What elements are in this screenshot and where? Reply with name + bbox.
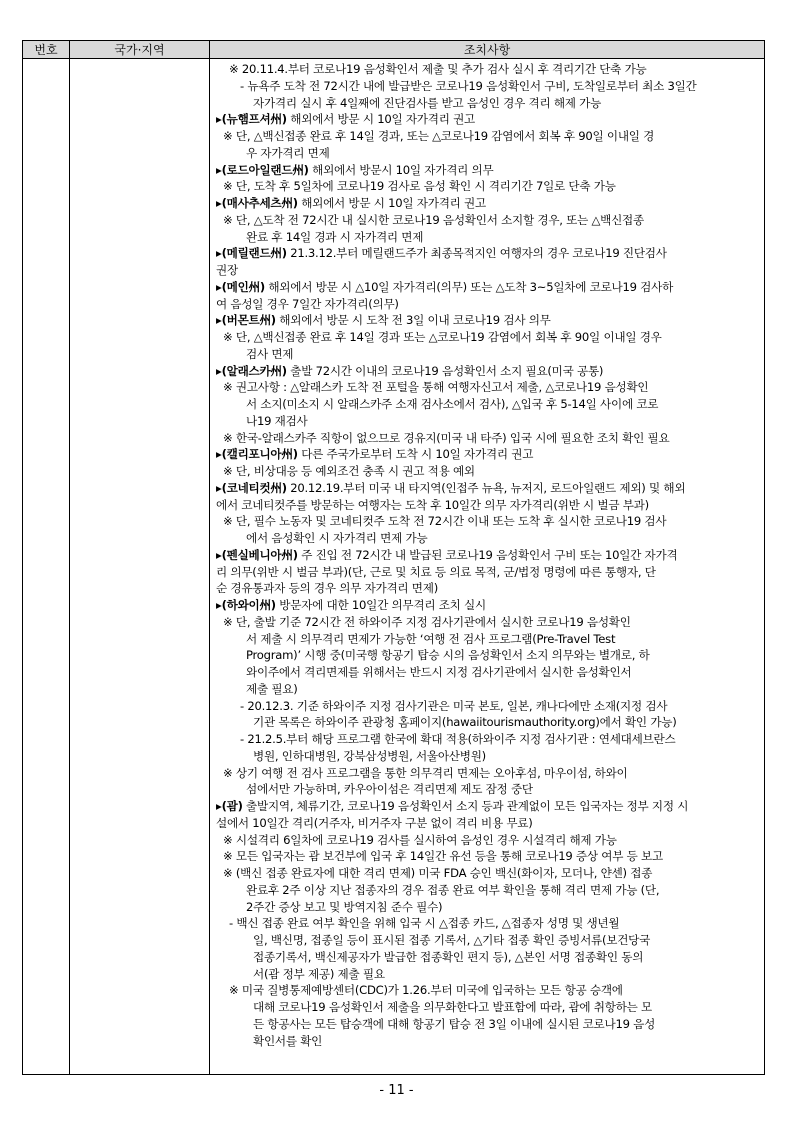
content-line [216,78,758,95]
content-line [216,212,758,229]
content-line [216,966,758,983]
content-line [216,279,758,296]
content-line [216,714,758,731]
line-text: ※ 20.11.4.부터 코로나19 음성확인서 제출 및 추가 검사 실시 후 격리기간 단축 가능 [229,62,647,76]
line-text: ※ 단, △도착 전 72시간 내 실시한 코로나19 음성확인서 소지할 경우, 또는 △백신접종 [223,212,644,227]
content-line [216,597,758,614]
line-text: ※ (백신 접종 완료자에 대한 격리 면제) 미국 FDA 승인 백신(화이자, 모더나, 얀센) 접종 [223,866,653,880]
content-line [216,631,758,648]
header-country-region: 국가·지역 [70,41,210,59]
content-line [216,982,758,999]
country-cell [70,59,210,1075]
line-text: Program)’ 시행 중(미국행 항공기 탑승 시의 음성확인서 소지 의무와는 별개로, 하 [246,648,650,663]
line-text: 에서 코네티컷주를 방문하는 여행자는 도착 후 10일간 의무 자가격리(위반 시 벌금 부과) [216,497,649,512]
line-text: ※ 단, △백신접종 완료 후 14일 경과, 또는 △코로나19 감염에서 회복 후 90일 이내일 경 [223,129,655,143]
line-text: 21.3.12.부터 메릴랜드주가 최종목적지인 여행자의 경우 코로나19 진단검사 [286,246,667,261]
content-line [216,111,758,128]
content-line [216,497,758,514]
content-line [216,195,758,212]
region-heading: ▸(버몬트州) [216,313,276,328]
content-line [216,396,758,413]
region-heading: ▸(알래스카州) [216,363,287,378]
content-line [216,580,758,597]
line-text: 해외에서 방문 시 △10일 자가격리(의무) 또는 △도착 3~5일차에 코로나19 검사하 [264,279,674,294]
line-text: 해외에서 방문 시 도착 전 3일 이내 코로나19 검사 의무 [275,313,551,328]
content-line [216,446,758,463]
line-text: 서(괌 정부 제공) 제출 필요 [253,966,385,981]
content-line [216,647,758,664]
line-text: 섬에서만 가능하며, 카우아이섬은 격리면제 제도 잠정 중단 [246,782,533,797]
line-text: 자가격리 실시 후 4일째에 진단검사를 받고 음성인 경우 격리 해제 가능 [253,95,602,110]
content-line [216,664,758,681]
number-cell [23,59,70,1075]
content-line [216,848,758,865]
content-line [216,363,758,380]
line-text: 확인서를 확인 [253,1033,323,1048]
line-text: 일, 백신명, 접종일 등이 표시된 접종 기록서, △기타 접종 확인 증빙서류(보건당국 [253,933,651,947]
line-text: 여 음성일 경우 7일간 자가격리(의무) [216,296,399,311]
header-number: 번호 [23,41,70,59]
content-line [216,547,758,564]
region-heading: ▸(메릴랜드州) [216,246,287,261]
line-text: 서 제출 시 의무격리 면제가 가능한 ‘여행 전 검사 프로그램(Pre-Travel Test [246,631,616,646]
content-line [216,865,758,882]
line-text: 우 자가격리 면제 [246,145,330,160]
line-text: 해외에서 방문 시 10일 자가격리 권고 [297,196,486,210]
measures-table [22,40,765,1075]
line-text: - 20.12.3. 기준 하와이주 지정 검사기관은 미국 본토, 일본, 캐나다에만 소재(지정 검사 [240,698,668,713]
table-header-row [23,41,765,59]
content-line [216,229,758,246]
line-text: 든 항공사는 모든 탑승객에 대해 항공기 탑승 전 3일 이내에 실시된 코로나19 음성 [253,1016,656,1031]
line-text: ※ 단, 비상대응 등 예외조건 충족 시 권고 적용 예외 [223,464,475,478]
content-line [216,932,758,949]
content-line [216,379,758,396]
header-measures: 조치사항 [210,41,765,59]
line-text: 에서 음성확인 시 자가격리 면제 가능 [246,531,428,545]
line-text: 다른 주국가로부터 도착 시 10일 자가격리 권고 [297,447,534,462]
region-heading: ▸(메인州) [216,279,265,294]
content-line [216,480,758,497]
region-heading: ▸(뉴햄프셔州) [216,112,287,127]
measures-cell [210,59,765,1075]
content-line [216,413,758,430]
content-line [216,312,758,329]
line-text: ※ 모든 입국자는 괌 보건부에 입국 후 14일간 유선 등을 통해 코로나19 증상 여부 등 보고 [223,849,663,864]
content-line [216,949,758,966]
content-line [216,999,758,1016]
content-line [216,162,758,179]
content-line [216,530,758,547]
content-line [216,815,758,832]
line-text: 제출 필요) [246,681,298,696]
line-text: 완료 후 14일 경과 시 자가격리 면제 [246,229,424,244]
content-line [216,296,758,313]
content-line [216,698,758,715]
line-text: 설에서 10일간 격리(거주자, 비거주자 구분 없이 격리 비용 무료) [216,815,533,830]
region-heading: ▸(캘리포니아州) [216,447,298,462]
line-text: ※ 권고사항 : △알래스카 도착 전 포털을 통해 여행자신고서 제출, △코로나19 음성확인 [223,380,649,395]
content-line [216,915,758,932]
line-text: 권장 [216,263,238,277]
content-line [216,346,758,363]
region-heading: ▸(로드아일랜드州) [216,162,309,177]
line-text: 와이주에서 격리면제를 위해서는 반드시 지정 검사기관에서 실시한 음성확인서 [246,665,632,679]
line-text: 방문자에 대한 10일간 의무격리 조치 실시 [275,598,486,612]
line-text: 출발 72시간 이내의 코로나19 음성확인서 소지 필요(미국 공통) [286,363,604,378]
region-heading: ▸(코네티컷州) [216,480,287,495]
line-text: 나19 재검사 [246,413,308,428]
content-line [216,463,758,480]
content-line [216,513,758,530]
line-text: ※ 미국 질병통제예방센터(CDC)가 1.26.부터 미국에 입국하는 모든 항공 승객에 [229,983,623,998]
region-heading: ▸(괌) [216,799,243,813]
line-text: 20.12.19.부터 미국 내 타지역(인접주 뉴욕, 뉴저지, 로드아일랜드 제외) 및 해외 [286,480,686,495]
content-line [216,832,758,849]
table-row [23,59,765,1075]
line-text: 서 소지(미소지 시 알래스카주 소재 검사소에서 검사), △입국 후 5-14일 사이에 코로 [246,397,659,411]
line-text: 해외에서 방문시 10일 자가격리 의무 [308,162,494,177]
content-line [216,245,758,262]
line-text: 출발지역, 체류기간, 코로나19 음성확인서 소지 등과 관계없이 모든 입국자는 정부 지정 시 [242,799,689,813]
region-heading: ▸(매사추세츠州) [216,196,298,210]
content-line [216,564,758,581]
line-text: 대해 코로나19 음성확인서 제출을 의무화한다고 발표함에 따라, 괌에 취항하는 모 [253,1000,652,1014]
content-line [216,61,758,78]
content-line [216,128,758,145]
line-text: ※ 단, 출발 기준 72시간 전 하와이주 지정 검사기관에서 실시한 코로나19 음성확인 [223,614,631,629]
region-heading: ▸(펜실베니아州) [216,547,298,562]
content-line [216,178,758,195]
content-line [216,329,758,346]
line-text: 접종기록서, 백신제공자가 발급한 접종확인 편지 등), △본인 서명 접종확인 동의 [253,949,644,964]
content-line [216,731,758,748]
line-text: 리 의무(위반 시 벌금 부과)(단, 근로 및 치료 등 의료 목적, 군/법정 명령에 따른 통행자, 단 [216,564,656,579]
line-text: 기관 목록은 하와이주 관광청 홈페이지(hawaiitourismauthority.org)에서 확인 가능) [253,715,677,730]
line-text: 검사 면제 [246,346,294,361]
content-line [216,1016,758,1033]
line-text: 병원, 인하대병원, 강북삼성병원, 서울아산병원) [253,748,486,763]
content-line [216,614,758,631]
content-line [216,798,758,815]
content-line [216,95,758,112]
content-line [216,1033,758,1050]
line-text: 2주간 증상 보고 및 방역지침 준수 필수) [246,899,443,914]
page-number: - 11 - [379,1083,414,1098]
line-text: ※ 시설격리 6일차에 코로나19 검사를 실시하여 음성인 경우 시설격리 해제 가능 [223,832,617,847]
line-text: - 21.2.5.부터 해당 프로그램 한국에 확대 적용(하와이주 지정 검사기관 : 연세대세브란스 [240,732,676,746]
content-line [216,765,758,782]
content-line [216,882,758,899]
line-text: ※ 한국-알래스카주 직항이 없으므로 경유지(미국 내 타주) 입국 시에 필요한 조치 확인 필요 [223,430,670,445]
line-text: - 뉴욕주 도착 전 72시간 내에 발급받은 코로나19 음성확인서 구비, 도착일로부터 최소 3일간 [240,78,697,93]
content-line [216,681,758,698]
line-text: 순 경유통과자 등의 경우 의무 자가격리 면제) [216,581,438,596]
line-text: 해외에서 방문 시 10일 자가격리 권고 [286,112,475,127]
content-line [216,430,758,447]
region-heading: ▸(하와이州) [216,598,276,612]
content-line [216,145,758,162]
line-text: ※ 단, △백신접종 완료 후 14일 경과 또는 △코로나19 감염에서 회복 후 90일 이내일 경우 [223,330,662,344]
content-line [216,262,758,279]
line-text: - 백신 접종 완료 여부 확인을 위해 입국 시 △접종 카드, △접종자 성명 및 생년월 [229,916,620,931]
line-text: ※ 단, 필수 노동자 및 코네티컷주 도착 전 72시간 이내 또는 도착 후 실시한 코로나19 검사 [223,514,667,529]
content-line [216,781,758,798]
line-text: ※ 상기 여행 전 검사 프로그램을 통한 의무격리 면제는 오아후섬, 마우이섬, 하와이 [223,765,628,780]
line-text: 완료후 2주 이상 지난 접종자의 경우 접종 완료 여부 확인을 통해 격리 면제 가능 (단, [246,882,660,897]
line-text: ※ 단, 도착 후 5일차에 코로나19 검사로 음성 확인 시 격리기간 7일로 단축 가능 [223,179,616,194]
line-text: 주 진입 전 72시간 내 발급된 코로나19 음성확인서 구비 또는 10일간 자가격 [297,547,678,562]
content-line [216,748,758,765]
content-line [216,899,758,916]
